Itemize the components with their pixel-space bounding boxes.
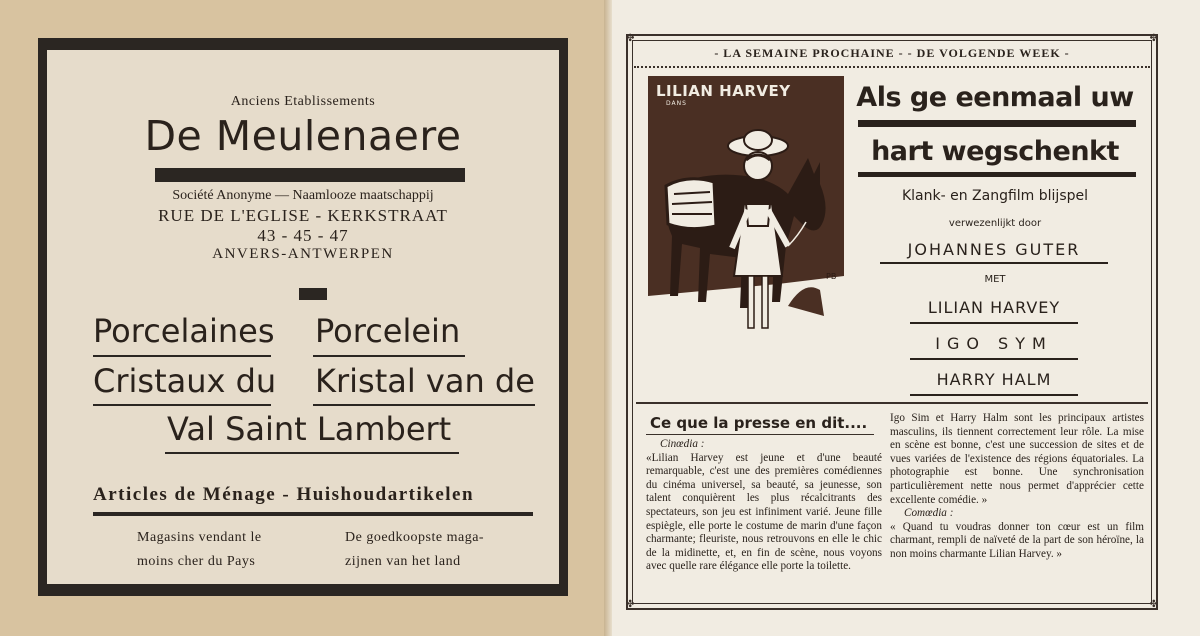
press-source: Comœdia : [904,507,954,520]
societe-line: Société Anonyme — Naamlooze maatschappij [172,188,434,203]
actor-underline [910,394,1078,396]
met-label: MET [984,274,1006,285]
articles-underline [93,512,533,516]
porcelein-underline [313,355,465,357]
porcelein-text: Porcelein [315,312,461,350]
poster-title-line1: QUAND TU VOUDRAS [654,342,838,361]
right-page [612,0,1200,636]
articles-menage-text: Articles de Ménage - Huishoudartikelen [93,484,475,505]
corner-ornament-icon: ✤ [1149,599,1158,610]
actor-name: HARRY HALM [936,370,1052,389]
press-column-right [890,412,1144,562]
kristal-text: Kristal van de [315,362,535,400]
val-saint-lambert-text: Val Saint Lambert [167,410,452,448]
city-name: ANVERS-ANTWERPEN [212,246,394,262]
press-column-left [646,438,882,574]
press-quote-continued: Igo Sim et Harry Halm sont les principaux artistes masculins, ils tiennent correctement leur rôle. La mise en scène est bonne, c'est une succession de sites et de vues variées de l'existence des régions équatoriales. La photographie est bonne. Une synchronisation particulièrement nette nous permet d'apprécier cette excellente comédie. » [890,412,1144,506]
press-section-title: Ce que la presse en dit.... [650,414,868,432]
val-underline [165,452,459,454]
porcelaines-text: Porcelaines [93,312,275,350]
press-source: Cinœdia : [660,438,705,450]
title-rule-1 [858,120,1136,127]
section-separator [636,402,1148,404]
director-underline [880,262,1108,264]
brand-name: De Meulenaere [144,112,462,160]
verwezenlijkt-label: verwezenlijkt door [948,218,1042,229]
street-address: RUE DE L'EGLISE - KERKSTRAAT [158,206,448,225]
film-title-line1: Als ge eenmaal uw [856,82,1134,113]
corner-ornament-icon: ✤ [626,599,635,610]
press-quote: « Quand tu voudras donner ton cœur est un film charmant, rempli de naïveté de la part de son héroïne, la non moins charmante Lilian Harvey. » [890,520,1144,560]
shop-text-french: Magasins vendant le moins cher du Pays [137,530,262,569]
director-name: JOHANNES GUTER [907,240,1081,259]
press-title-underline [646,434,874,435]
next-week-header: - LA SEMAINE PROCHAINE - - DE VOLGENDE WEEK - [714,46,1070,60]
corner-ornament-icon: ✤ [626,33,635,44]
film-poster [648,76,844,392]
corner-ornament-icon: ✤ [1149,33,1158,44]
actor-underline [910,322,1078,324]
press-quote: «Lilian Harvey est jeune et d'une beauté remarquable, c'est une des premières comédiennes du cinéma universel, sa beauté, sa jeunesse, son talent conquièrent les plus récalcitrants des spectateurs, son jeu est infiniment varié. Jeune fille espiègle, elle porte le costume de marin d'une façon charmante; fleuriste, nous retrouvons en elle le chic de la midinette, et, en fin de scène, nous voyons avec quelle rare élégance elle porte la toilette. [646,451,882,573]
film-genre: Klank- en Zangfilm blijspel [901,188,1089,204]
cristaux-underline [93,404,271,406]
header-rule [634,66,1150,68]
street-numbers: 43 - 45 - 47 [257,226,349,245]
poster-artist-mark: PB [826,272,837,281]
shop-text-dutch: De goedkoopste maga- zijnen van het land [345,530,485,569]
program-frame [626,34,1158,610]
title-rule-2 [858,172,1136,177]
anciens-etablissements: Anciens Etablissements [230,94,376,109]
porcelaines-underline [93,355,271,357]
actor-name: IGO SYM [935,334,1053,353]
actor-underline [910,358,1078,360]
poster-dans: DANS [666,100,687,107]
poster-star-name: LILIAN HARVEY [656,82,791,100]
cristaux-text: Cristaux du [93,362,277,400]
actor-name: LILIAN HARVEY [927,298,1061,317]
poster-title-line2: DONNER TON CŒUR [657,364,835,383]
ornament-block [299,288,327,300]
film-title-line2: hart wegschenkt [871,136,1119,167]
brand-underline-bar [155,168,465,182]
advertisement-frame [38,38,568,596]
kristal-underline [313,404,535,406]
